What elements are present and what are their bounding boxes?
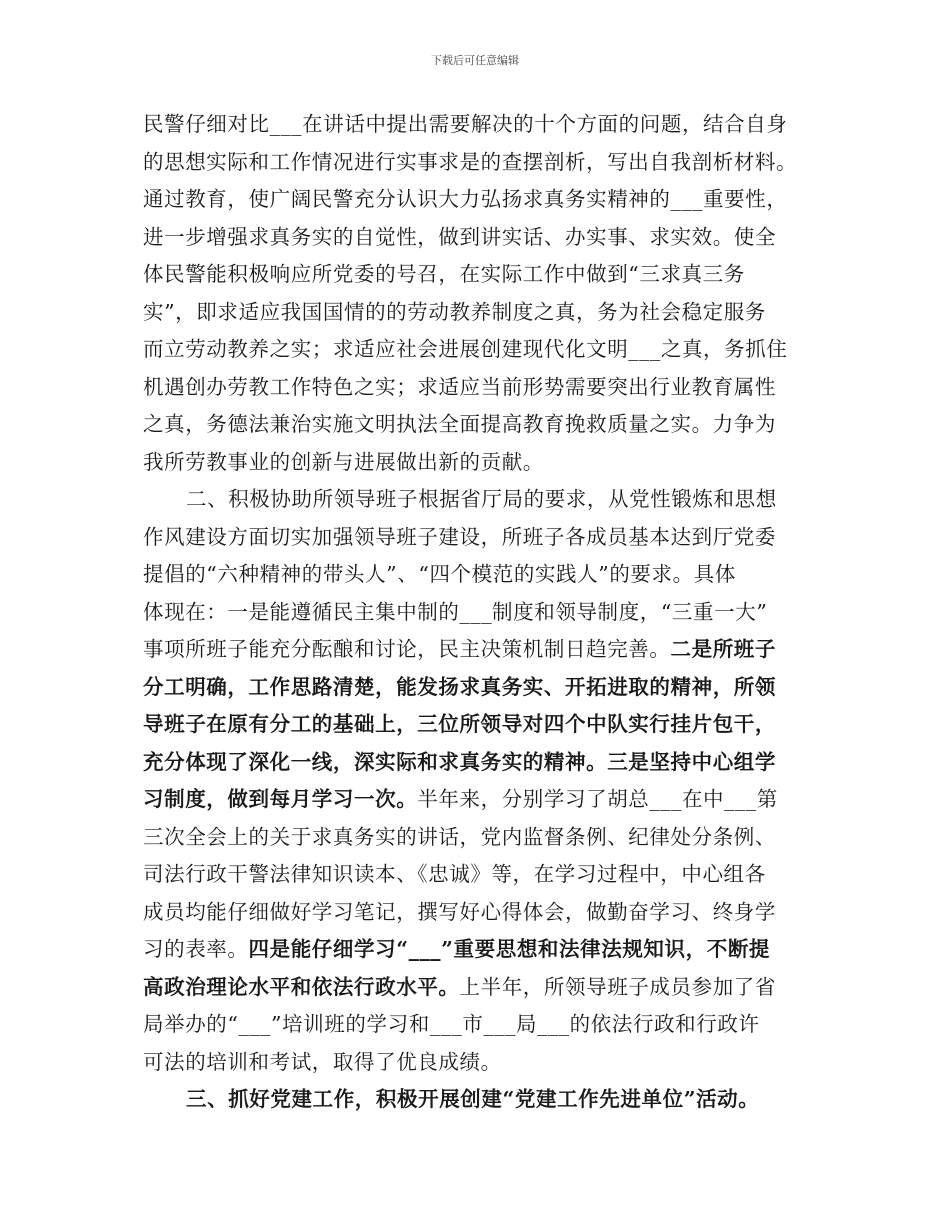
bold-text-segment: 习制度，做到每月学习一次。 bbox=[143, 787, 418, 811]
text-line bbox=[143, 631, 823, 669]
text-segment: 机遇创办劳教工作特色之实；求适应当前形势需要突出行业教育属性 bbox=[143, 374, 776, 399]
text-segment: 之真，务德法兼治实施文明执法全面提高教育挽救质量之实。力争为 bbox=[143, 412, 776, 436]
text-segment: 而立劳动教养之实；求适应社会进展创建现代化文明___之真，务抓住 bbox=[143, 337, 788, 361]
text-line bbox=[143, 819, 823, 857]
bold-text-segment: 二是所班子 bbox=[670, 637, 776, 661]
text-segment: 提倡的“六种精神的带头人”、“四个模范的实践人”的要求。具体 bbox=[143, 562, 736, 586]
bold-text-segment: 分工明确，工作思路清楚，能发扬求真务实、开拓进取的精神，所领 bbox=[143, 674, 776, 699]
text-line bbox=[143, 481, 823, 519]
text-line bbox=[143, 856, 823, 894]
text-segment: 上半年，所领导班子成员参加了省 bbox=[459, 974, 776, 999]
text-segment: 二、积极协助所领导班子根据省厅局的要求，从党性锻炼和思想 bbox=[186, 487, 777, 511]
text-line bbox=[143, 256, 823, 294]
bold-text-segment: 四是能仔细学习“___”重要思想和法律法规知识，不断提 bbox=[248, 937, 771, 961]
text-line bbox=[143, 594, 823, 632]
text-line bbox=[143, 331, 823, 369]
text-segment: 作风建设方面切实加强领导班子建设，所班子各成员基本达到厅党委 bbox=[143, 524, 776, 549]
bold-text-segment: 高政治理论水平和依法行政水平。 bbox=[143, 974, 460, 999]
bold-text-segment: 三、抓好党建工作，积极开展创建“党建工作先进单位”活动。 bbox=[186, 1087, 760, 1111]
text-line bbox=[143, 406, 823, 444]
text-segment: 事项所班子能充分酝酿和讨论，民主决策机制日趋完善。 bbox=[143, 637, 671, 661]
text-line bbox=[143, 1044, 823, 1082]
text-line bbox=[143, 669, 823, 707]
text-segment: 局举办的“___”培训班的学习和___市___局___的依法行政和行政许 bbox=[143, 1012, 760, 1036]
text-segment: 通过教育，使广阔民警充分认识大力弘扬求真务实精神的___重要性， bbox=[143, 187, 788, 211]
text-line bbox=[143, 931, 823, 969]
text-segment: 我所劳教事业的创新与进展做出新的贡献。 bbox=[143, 449, 544, 474]
text-segment: 习的表率。 bbox=[143, 937, 249, 961]
text-segment: 三次全会上的关于求真务实的讲话，党内监督条例、纪律处分条例、 bbox=[143, 824, 776, 849]
text-segment: 半年来，分别学习了胡总___在中___第 bbox=[417, 787, 778, 811]
text-segment: 司法行政干警法律知识读本、《忠诚》等，在学习过程中，中心组各 bbox=[143, 862, 766, 886]
text-segment: 体民警能积极响应所党委的号召，在实际工作中做到“三求真三务 bbox=[143, 262, 745, 286]
text-line bbox=[143, 219, 823, 257]
text-line bbox=[143, 706, 823, 744]
text-line bbox=[143, 106, 823, 144]
text-line bbox=[143, 1081, 823, 1119]
text-segment: 体现在：一是能遵循民主集中制的___制度和领导制度，“三重一大” bbox=[143, 599, 768, 624]
text-segment: 进一步增强求真务实的自觉性，做到讲实话、办实事、求实效。使全 bbox=[143, 224, 776, 249]
text-line bbox=[143, 969, 823, 1007]
text-line bbox=[143, 744, 823, 782]
document-body bbox=[143, 106, 823, 1119]
text-line bbox=[143, 519, 823, 557]
text-line bbox=[143, 1006, 823, 1044]
text-line bbox=[143, 444, 823, 482]
bold-text-segment: 导班子在原有分工的基础上，三位所领导对四个中队实行挂片包干， bbox=[143, 712, 776, 736]
text-line bbox=[143, 894, 823, 932]
text-line bbox=[143, 144, 823, 182]
text-segment: 实”，即求适应我国国情的的劳动教养制度之真，务为社会稳定服务 bbox=[143, 299, 766, 324]
text-segment: 可法的培训和考试，取得了优良成绩。 bbox=[143, 1049, 502, 1074]
text-segment: 民警仔细对比___在讲话中提出需要解决的十个方面的问题，结合自身 bbox=[143, 112, 788, 136]
text-line bbox=[143, 369, 823, 407]
text-line bbox=[143, 781, 823, 819]
text-line bbox=[143, 181, 823, 219]
text-segment: 成员均能仔细做好学习笔记，撰写好心得体会，做勤奋学习、终身学 bbox=[143, 899, 776, 924]
text-segment: 的思想实际和工作情况进行实事求是的查摆剖析，写出自我剖析材料。 bbox=[143, 149, 798, 174]
text-line bbox=[143, 556, 823, 594]
text-line bbox=[143, 294, 823, 332]
bold-text-segment: 充分体现了深化一线，深实际和求真务实的精神。三是坚持中心组学 bbox=[143, 749, 776, 774]
page-header: 下载后可任意编辑 bbox=[431, 54, 519, 67]
